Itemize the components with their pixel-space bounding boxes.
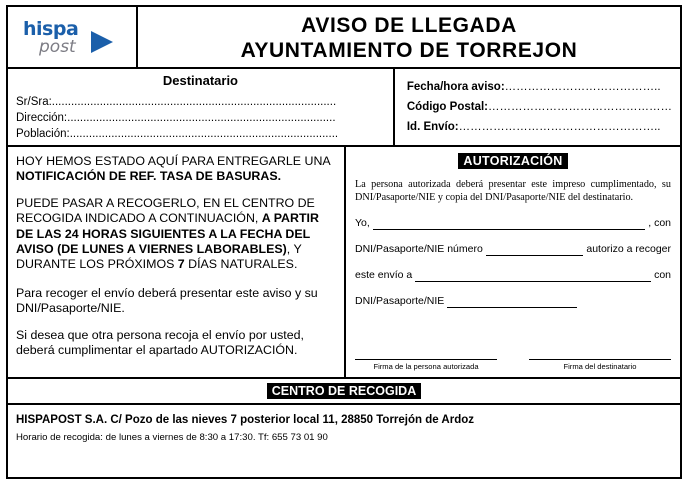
title-line-1: AVISO DE LLEGADA (301, 14, 517, 37)
addressee-field-address: Dirección:.................................................................................... (16, 112, 336, 124)
notice-p2-part-e: DÍAS NATURALES. (184, 257, 298, 272)
notice-paragraph-1 (16, 154, 336, 185)
pickup-center-band (8, 379, 680, 477)
pickup-hours-label: Horario de recogida: (16, 432, 103, 443)
notice-document (6, 5, 682, 479)
auth-line4-input[interactable] (447, 296, 577, 308)
notice-p2-part-c: , Y DURANTE LOS PRÓXIMOS (16, 242, 302, 272)
auth-line2-input[interactable] (486, 244, 584, 256)
pickup-center-title-label: CENTRO DE RECOGIDA (267, 383, 421, 399)
authorization-line-3 (355, 268, 671, 282)
authorization-line-2 (355, 242, 671, 256)
pickup-company-address: HISPAPOST S.A. C/ Pozo de las nieves 7 posterior local 11, 28850 Torrejón de Ardoz (16, 414, 475, 426)
notice-meta-section (395, 69, 680, 145)
signature-label-authorized: Firma de la persona autorizada (373, 362, 479, 371)
arrow-right-icon (91, 31, 113, 53)
meta-row-datetime (407, 77, 672, 97)
auth-line3-input[interactable] (415, 270, 651, 282)
pickup-center-title (8, 379, 680, 405)
signature-label-addressee: Firma del destinatario (563, 362, 637, 371)
auth-line3-tail: con (654, 269, 671, 281)
meta-dots-shipmentid: …………………………………………….. (458, 121, 661, 133)
meta-row-postalcode (407, 97, 672, 117)
notice-p2-days: 7 (177, 257, 185, 272)
authorization-line-1 (355, 216, 671, 230)
document-header (8, 7, 680, 69)
meta-label-shipmentid: Id. Envío: (406, 121, 459, 133)
pickup-hours-value: de lunes a viernes de 8:30 a 17:30. Tf: 655 73 01 90 (102, 432, 328, 443)
authorization-title-label: AUTORIZACIÓN (458, 153, 567, 169)
auth-line3-label: este envío a (355, 269, 413, 281)
authorization-intro: La persona autorizada deberá presentar este impreso cumplimentado, su DNI/Pasaporte/NIE y copia del DNI/Pasaporte/NIE del destinatario. (355, 179, 671, 203)
title-line-2: AYUNTAMIENTO DE TORREJON (240, 39, 578, 62)
auth-line1-input[interactable] (373, 218, 645, 230)
signature-addressee (529, 359, 671, 371)
meta-row-shipmentid (407, 117, 672, 137)
notice-paragraph-4: Si desea que otra persona recoja el envío por usted, deberá cumplimentar el apartado AUTORIZACIÓN. (16, 327, 304, 358)
addressee-field-name: Sr/Sra:......................................................................................... (16, 96, 337, 108)
hispapost-logo (17, 16, 127, 58)
addressee-heading: Destinatario (162, 73, 238, 88)
addressee-band (8, 69, 680, 147)
notice-paragraph-3: Para recoger el envío deberá presentar este aviso y su DNI/Pasaporte/NIE. (16, 285, 318, 316)
meta-label-postalcode: Código Postal: (406, 101, 488, 113)
pickup-hours (16, 431, 672, 445)
signature-line-addressee[interactable] (529, 359, 671, 360)
auth-line1-label: Yo, (355, 217, 370, 229)
notice-p2-part-a: PUEDE PASAR A RECOGERLO, EN EL CENTRO DE RECOGIDA INDICADO A CONTINUACIÓN, (16, 195, 315, 226)
notice-p1-part-b: NOTIFICACIÓN DE REF. TASA DE BASURAS. (16, 169, 282, 184)
auth-line1-tail: , con (648, 217, 671, 229)
authorization-line-4 (355, 294, 671, 308)
authorization-section (346, 147, 680, 377)
meta-dots-datetime: ………………………………….. (504, 81, 661, 93)
auth-line2-tail: autorizo a recoger (586, 243, 671, 255)
auth-line2-label: DNI/Pasaporte/NIE número (355, 243, 483, 255)
document-title (138, 7, 680, 67)
notice-paragraph-2 (16, 196, 336, 273)
logo-cell (8, 7, 138, 67)
notice-text-section (8, 147, 346, 377)
signature-row (355, 359, 671, 371)
logo-brand-bottom: post (39, 37, 76, 57)
body-band (8, 147, 680, 379)
addressee-section (8, 69, 395, 145)
addressee-field-city: Población:.................................................................................... (16, 128, 339, 140)
meta-label-datetime: Fecha/hora aviso: (406, 81, 505, 93)
authorization-title (355, 152, 671, 170)
notice-p2-part-b: A PARTIR DE LAS 24 HORAS SIGUIENTES A LA FECHA DEL AVISO (DE LUNES A VIERNES LABORABLES) (16, 211, 319, 257)
notice-p1-part-a: HOY HEMOS ESTADO AQUÍ PARA ENTREGARLE UNA (16, 154, 330, 168)
signature-authorized (355, 359, 497, 371)
pickup-center-details (8, 405, 680, 445)
logo-brand-top: hispa (23, 18, 79, 40)
meta-dots-postalcode: ………………………………………… (488, 101, 672, 113)
signature-line-authorized[interactable] (355, 359, 497, 360)
auth-line4-label: DNI/Pasaporte/NIE (355, 295, 445, 307)
